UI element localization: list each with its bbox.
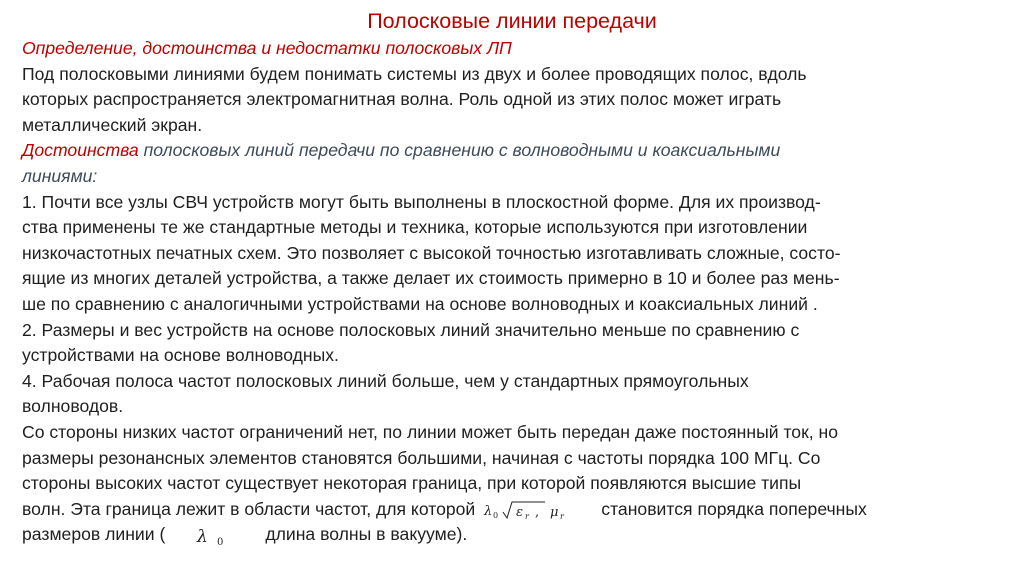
advantage-1-line-3: низкочастотных печатных схем. Это позволяет с высокой точностью изготавливать сложные, состо- — [22, 242, 841, 263]
advantages-heading-rest: полосковых линий передачи по сравнению с волноводными и коаксиальными — [138, 140, 781, 161]
frequency-line-2: размеры резонансных элементов становятся большими, начиная с частоты порядка 100 МГц. Со — [22, 447, 821, 468]
slide-title: Полосковые линии передачи — [367, 9, 657, 33]
definition-line-2: которых распространяется электромагнитная волна. Роль одной из этих полос может играть — [22, 89, 782, 110]
advantage-1-line-1: 1. Почти все узлы СВЧ устройств могут быть выполнены в плоскостной форме. Для их производ- — [22, 191, 821, 212]
frequency-line-3: стороны высоких частот существует некоторая граница, при которой появляются высшие типы — [22, 473, 802, 494]
advantage-2-line-2: устройствами на основе волноводных. — [22, 345, 339, 366]
definition-line-3: металлический экран. — [22, 114, 203, 135]
advantage-1-line-2: ства применены те же стандартные методы и техника, которые используются при изготовлении — [22, 217, 808, 238]
slide-subtitle: Определение, достоинства и недостатки полосковых ЛП — [22, 38, 512, 58]
formula-lambda: λ — [484, 504, 493, 520]
formula-mu: μ — [550, 505, 559, 521]
formula-comma: , — [535, 505, 540, 521]
definition-line-1: Под полосковыми линиями будем понимать системы из двух и более проводящих полос, вдоль — [22, 63, 807, 84]
formula-mu-sub: r — [560, 512, 565, 522]
advantage-2-line-1: 2. Размеры и вес устройств на основе полосковых линий значительно меньше по сравнению с — [22, 319, 800, 340]
frequency-line-4-after: становится порядка поперечных — [601, 498, 867, 519]
formula-epsilon: ε — [516, 505, 524, 521]
frequency-line-4 — [22, 497, 1007, 523]
lambda-sub: 0 — [217, 536, 224, 547]
frequency-line-5-before: размеров линии ( — [22, 524, 166, 545]
formula-lambda-sub: 0 — [493, 511, 499, 521]
advantages-heading-word: Достоинства — [22, 140, 139, 161]
slide-body — [22, 36, 1007, 548]
frequency-line-4-before: волн. Эта граница лежит в области частот, для которой — [22, 498, 476, 519]
frequency-line-1: Со стороны низких частот ограничений нет, по линии может быть передан даже постоянный ток, но — [22, 421, 839, 442]
advantages-heading — [22, 138, 1007, 164]
formula-epsilon-sub: r — [525, 512, 530, 522]
lambda-symbol: λ — [197, 526, 209, 547]
advantage-4-line-1: 4. Рабочая полоса частот полосковых линий больше, чем у стандартных прямоугольных — [22, 370, 749, 391]
frequency-line-5 — [22, 522, 1007, 548]
lambda-image — [193, 525, 243, 547]
frequency-line-5-after: длина волны в вакууме). — [265, 524, 468, 545]
advantage-1-line-4: ящие из многих деталей устройства, а также делает их стоимость примерно в 10 и более раз мень- — [22, 268, 840, 289]
advantage-1-line-5: ше по сравнению с аналогичными устройствами на основе волноводных и коаксиальных линий . — [22, 293, 818, 314]
formula-image — [483, 499, 593, 521]
advantages-heading-line-2: линиями: — [22, 165, 98, 186]
advantage-4-line-2: волноводов. — [22, 396, 124, 417]
